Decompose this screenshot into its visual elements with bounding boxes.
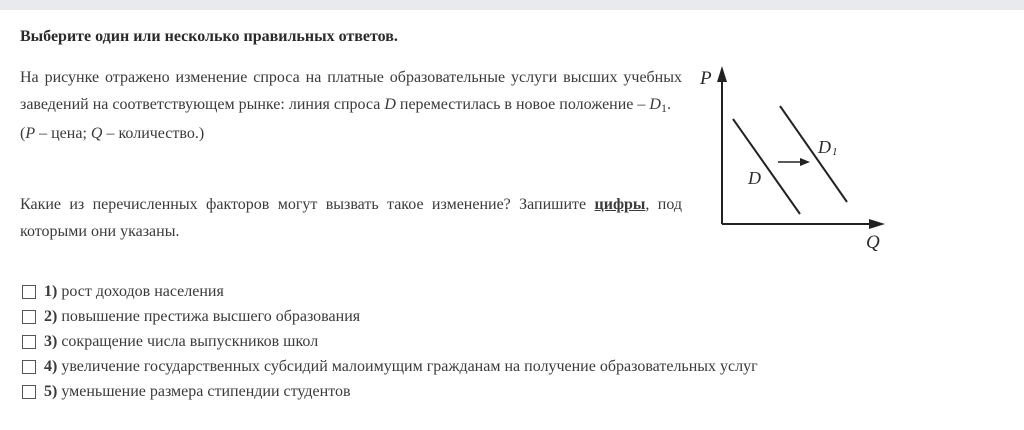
option-4-checkbox[interactable] (22, 360, 36, 374)
option-4[interactable] (20, 354, 758, 379)
question-d1-sub: 1 (660, 100, 667, 115)
shift-arrow-head (800, 158, 810, 166)
top-bar (0, 0, 1024, 10)
d1-label-sub: 1 (832, 146, 838, 158)
option-3-text: сокращение числа выпускников школ (61, 332, 319, 350)
p-axis-arrow (717, 66, 727, 82)
legend-q: Q (90, 125, 103, 142)
option-5-number: 5) (44, 382, 58, 400)
demand-line-d (733, 119, 800, 214)
option-3-checkbox[interactable] (22, 335, 36, 349)
p-axis-label: P (700, 68, 712, 89)
legend-p: P (25, 125, 36, 142)
prompt-text1: Какие из перечисленных факторов могут вызвать такое изменение? Запишите (20, 196, 595, 213)
d-label: D (748, 168, 761, 188)
option-1-number: 1) (44, 282, 58, 300)
option-2-checkbox[interactable] (22, 310, 36, 324)
prompt-text2: , под которыми они указаны. (20, 196, 682, 240)
instruction-text: Выберите один или несколько правильных ответов. (20, 28, 398, 45)
option-1-text: рост доходов населения (61, 282, 224, 300)
legend-open: ( (20, 125, 26, 142)
question-d1: D (649, 95, 661, 113)
option-5-text: уменьшение размера стипендии студентов (61, 382, 351, 400)
question-dot: . (666, 95, 671, 113)
option-2-number: 2) (44, 307, 58, 325)
option-3-number: 3) (44, 332, 58, 350)
question-d: D (384, 95, 396, 113)
prompt-emph: цифры (594, 196, 646, 213)
option-4-text: увеличение государственных субсидий малоимущим гражданам на получение образовательных услуг (61, 357, 758, 375)
d1-label: D (818, 137, 831, 157)
legend-end: – количество.) (102, 125, 205, 142)
q-axis-arrow (869, 219, 885, 229)
option-5[interactable] (20, 379, 758, 404)
option-3[interactable] (20, 329, 758, 354)
q-axis-label: Q (866, 232, 880, 253)
option-1-checkbox[interactable] (22, 285, 36, 299)
question-text (20, 65, 682, 148)
legend-mid: – цена; (35, 125, 91, 142)
demand-shift-graph (692, 62, 892, 258)
prompt-text (20, 192, 682, 245)
option-5-checkbox[interactable] (22, 385, 36, 399)
question-line1: На рисунке отражено изменение спроса на платные образовательные услуги высших учебных заведений на соответствующем рынке: линия спроса (20, 69, 682, 113)
question-line2: переместилась в новое положение – (395, 95, 650, 113)
option-2[interactable] (20, 304, 758, 329)
answer-options (20, 279, 758, 404)
option-4-number: 4) (44, 357, 58, 375)
option-2-text: повышение престижа высшего образования (61, 307, 361, 325)
option-1[interactable] (20, 279, 758, 304)
